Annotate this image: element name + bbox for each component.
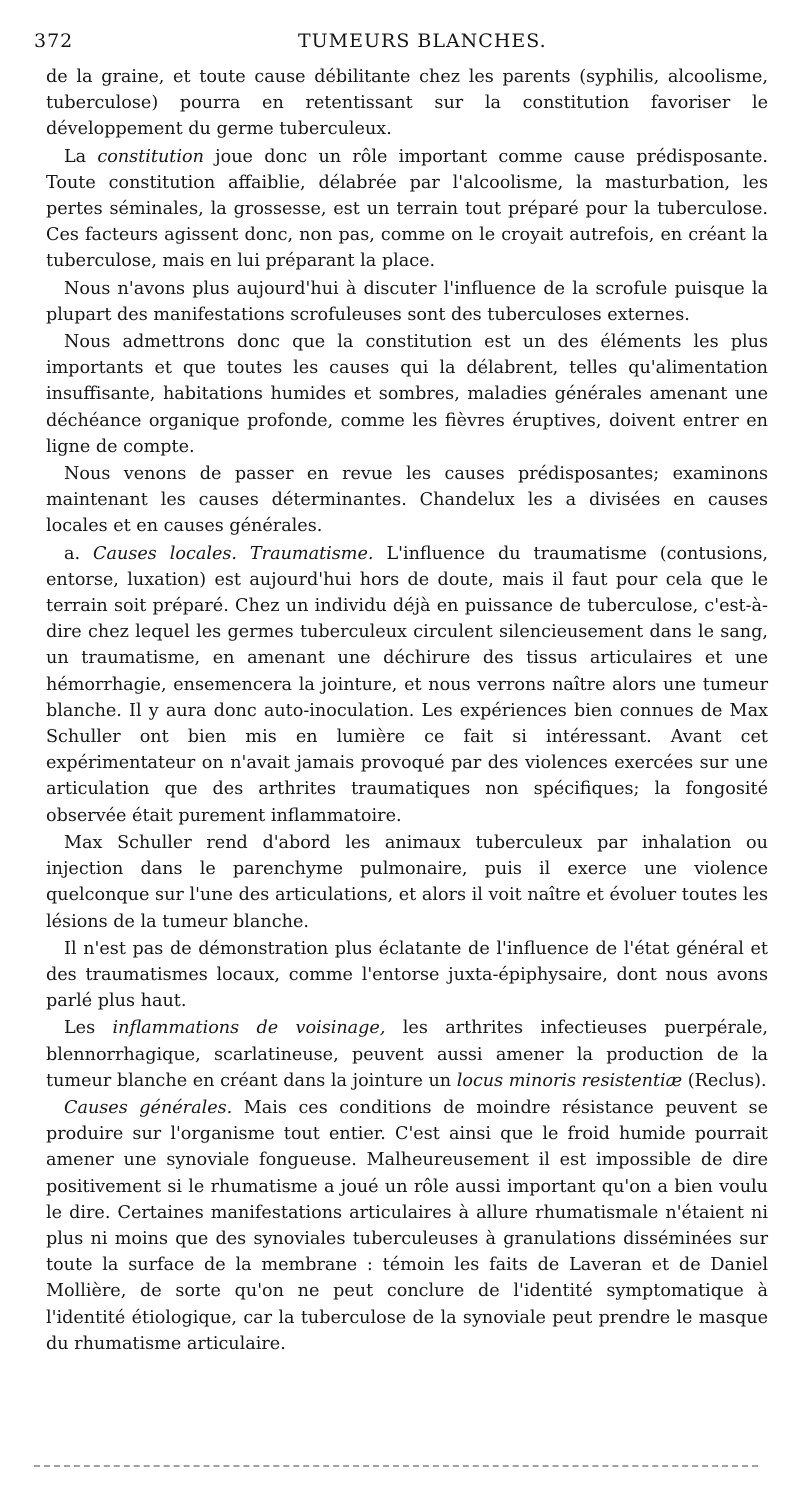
- running-title: TUMEURS BLANCHES.: [298, 30, 547, 52]
- book-page: [34, 30, 768, 1357]
- italic-text: constitution: [97, 146, 204, 167]
- text-run: Nous n'avons plus aujourd'hui à discuter l'influence de la scrofule puisque la plupart des manifestations scrofuleuses sont des tuberculoses externes.: [46, 278, 768, 325]
- text-run: L'influence du traumatisme (contusions, entorse, luxation) est aujourd'hui hors de doute, mais il faut pour cela que le terrain soit préparé. Chez un individu déjà en puissance de tuberculose, c'est-à-dire chez lequel les germes tuberculeux circulent silencieusement dans le sang, un traumatisme, en amenant une déchirure des tissus articulaires et une hémorrhagie, ensemencera la jointure, et nous verrons naître alors une tumeur blanche. Il y aura donc auto-inoculation. Les expériences bien connues de Max Schuller ont bien mis en lumière ce fait si intéressant. Avant cet expérimentateur on n'avait jamais provoqué par des violences exercées sur une articulation que des arthrites traumatiques non spécifiques; la fongosité observée était purement inflammatoire.: [46, 543, 768, 826]
- text-run: les arthrites infectieuses puerpérale, blennorrhagique, scarlatineuse, peuvent aussi amener la production de la tumeur blanche en créant dans la jointure un: [46, 1018, 768, 1091]
- paragraph: [46, 1015, 768, 1094]
- paragraph: [46, 276, 768, 328]
- italic-text: locus minoris resistentiæ: [456, 1070, 683, 1091]
- italic-text: Causes locales. Traumatisme.: [93, 543, 374, 564]
- text-run: Nous admettrons donc que la constitution est un des éléments les plus importants et que toutes les causes qui la délabrent, telles qu'alimentation insuffisante, habitations humides et sombres, maladies générales amenant une déchéance organique profonde, comme les fièvres éruptives, doivent entrer en ligne de compte.: [46, 332, 768, 457]
- text-run: (Reclus).: [682, 1070, 767, 1091]
- body-text: [46, 64, 768, 1357]
- text-run: de la graine, et toute cause débilitante chez les parents (syphilis, alcoolisme, tuberculose) pourra en retentissant sur la constitution favoriser le développement du germe tuberculeux.: [46, 67, 768, 140]
- text-run: a.: [64, 543, 94, 564]
- paragraph: [46, 830, 768, 935]
- text-run: Il n'est pas de démonstration plus éclatante de l'influence de l'état général et des traumatismes locaux, comme l'entorse juxta-épiphysaire, dont nous avons parlé plus haut.: [46, 938, 768, 1012]
- text-run: joue donc un rôle important comme cause prédisposante. Toute constitution affaiblie, délabrée par l'alcoolisme, la masturbation, les pertes séminales, la grossesse, est un terrain tout préparé pour la tuberculose. Ces facteurs agissent donc, non pas, comme on le croyait autrefois, en créant la tuberculose, mais en lui préparant la place.: [46, 146, 768, 272]
- paragraph: [46, 936, 768, 1015]
- footer-rule: [34, 1465, 758, 1467]
- text-run: Mais ces conditions de moindre résistance peuvent se produire sur l'organisme tout entier. C'est ainsi que le froid humide pourrait amener une synoviale fongueuse. Malheureusement il est impossible de dire positivement si le rhumatisme a joué un rôle aussi important qu'on a bien voulu le dire. Certaines manifestations articulaires à allure rhumatismale n'étaient ni plus ni moins que des synoviales tuberculeuses à granulations disséminées sur toute la surface de la membrane : témoin les faits de Laveran et de Daniel Mollière, de sorte qu'on ne peut conclure de l'identité symptomatique à l'identité étiologique, car la tuberculose de la synoviale peut prendre le masque du rhumatisme articulaire.: [46, 1097, 768, 1354]
- paragraph: [46, 541, 768, 829]
- paragraph: [46, 329, 768, 460]
- page-header: [34, 30, 768, 56]
- paragraph: [46, 1095, 768, 1357]
- italic-text: inflammations de voisinage,: [112, 1018, 386, 1039]
- page-number: 372: [34, 30, 74, 52]
- paragraph: [46, 64, 768, 143]
- text-run: Les: [64, 1018, 113, 1039]
- text-run: La: [64, 146, 98, 167]
- italic-text: Causes générales.: [64, 1097, 233, 1118]
- text-run: Max Schuller rend d'abord les animaux tuberculeux par inhalation ou injection dans le parenchyme pulmonaire, puis il exerce une violence quelconque sur l'une des articulations, et alors il voit naître et évoluer toutes les lésions de la tumeur blanche.: [46, 832, 768, 932]
- paragraph: [46, 461, 768, 540]
- paragraph: [46, 144, 768, 275]
- text-run: Nous venons de passer en revue les causes prédisposantes; examinons maintenant les causes déterminantes. Chandelux les a divisées en causes locales et en causes générales.: [46, 464, 768, 537]
